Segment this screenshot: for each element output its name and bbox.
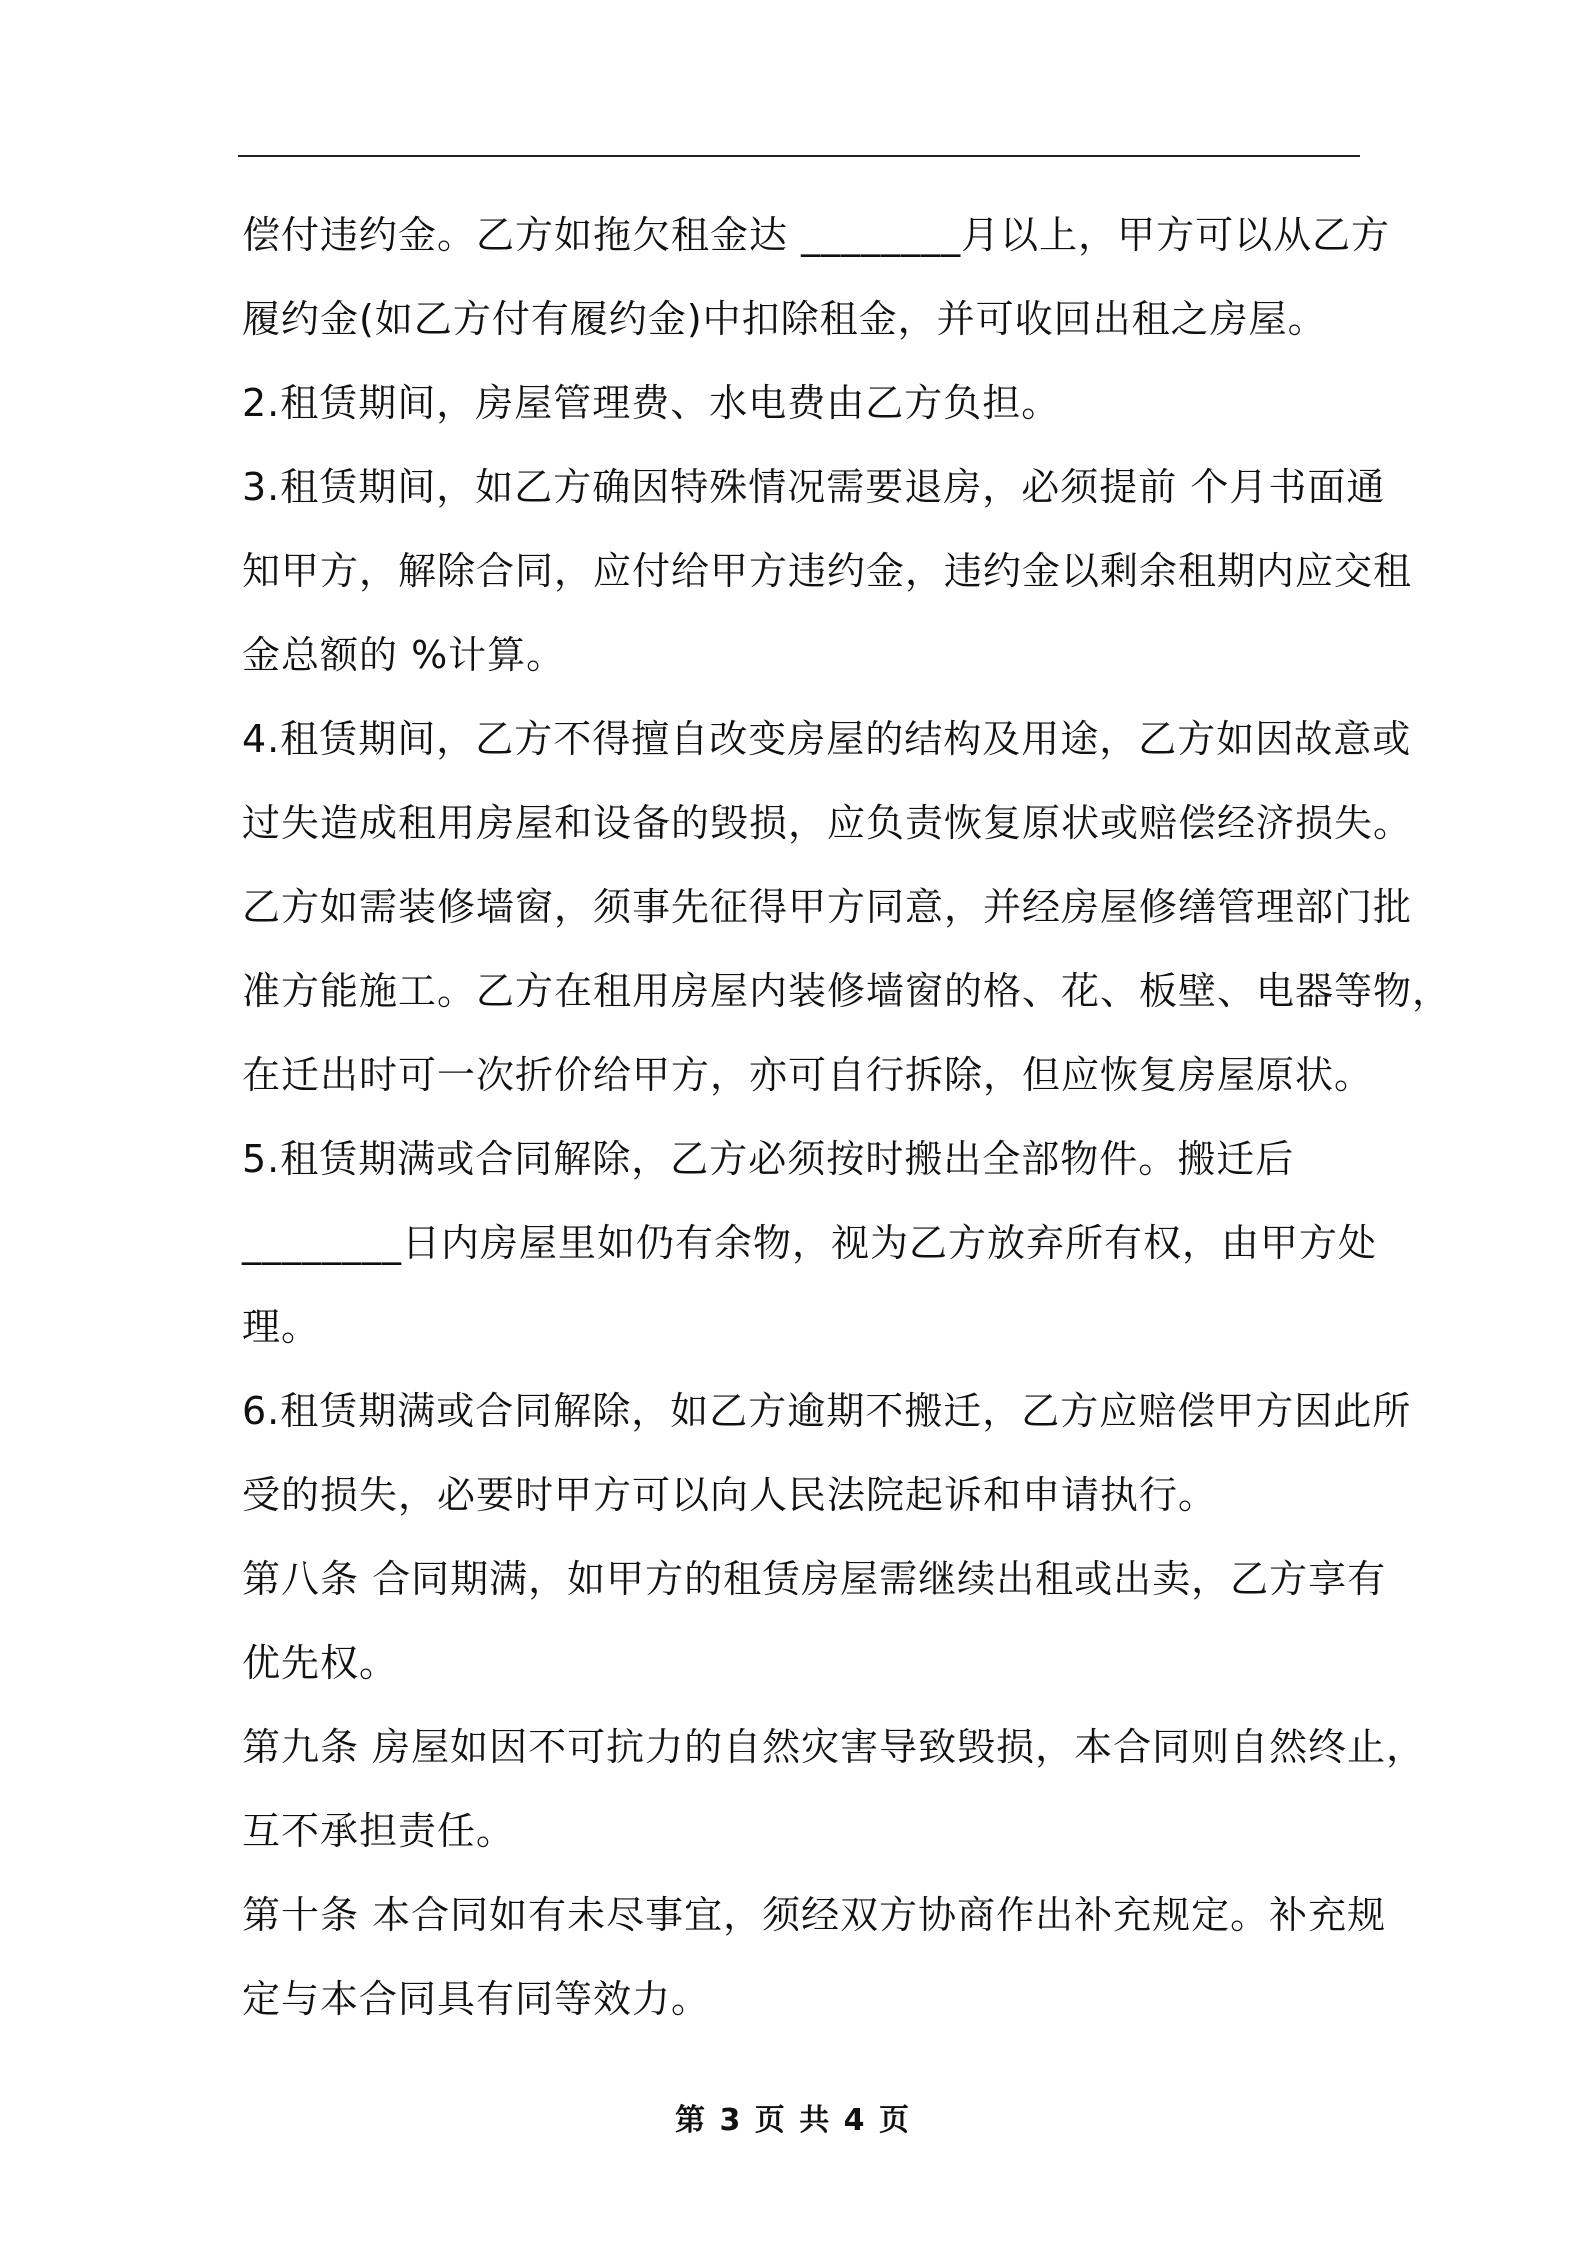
text-line: 2.租赁期间，房屋管理费、水电费由乙方负担。 <box>242 381 1061 425</box>
text-line: 4.租赁期间，乙方不得擅自改变房屋的结构及用途，乙方如因故意或 <box>242 717 1412 761</box>
text-line: 6.租赁期满或合同解除，如乙方逾期不搬迁，乙方应赔偿甲方因此所 <box>242 1389 1412 1433</box>
text-line: 第九条 房屋如因不可抗力的自然灾害导致毁损，本合同则自然终止， <box>242 1725 1426 1769</box>
text-line: 定与本合同具有同等效力。 <box>242 1977 711 2021</box>
text-line: ________日内房屋里如仍有余物，视为乙方放弃所有权，由甲方处 <box>242 1221 1378 1265</box>
text-line: 互不承担责任。 <box>242 1809 516 1853</box>
text-line: 第十条 本合同如有未尽事宜，须经双方协商作出补充规定。补充规 <box>242 1893 1387 1937</box>
text-line: 过失造成租用房屋和设备的毁损，应负责恢复原状或赔偿经济损失。 <box>242 801 1413 845</box>
text-line: 金总额的 %计算。 <box>242 633 566 677</box>
contract-body <box>242 193 1452 2041</box>
text-line: 偿付违约金。乙方如拖欠租金达 ________月以上，甲方可以从乙方 <box>242 213 1391 257</box>
text-line: 优先权。 <box>242 1641 399 1685</box>
text-line: 理。 <box>242 1305 321 1349</box>
text-line: 3.租赁期间，如乙方确因特殊情况需要退房，必须提前 个月书面通 <box>242 465 1386 509</box>
page-number-footer: 第 3 页 共 4 页 <box>675 2103 911 2138</box>
header-divider <box>238 155 1360 157</box>
text-line: 履约金(如乙方付有履约金)中扣除租金，并可收回出租之房屋。 <box>242 297 1327 341</box>
text-line: 在迁出时可一次折价给甲方，亦可自行拆除，但应恢复房屋原状。 <box>242 1053 1374 1097</box>
text-line: 受的损失，必要时甲方可以向人民法院起诉和申请执行。 <box>242 1473 1218 1517</box>
text-line: 5.租赁期满或合同解除，乙方必须按时搬出全部物件。搬迁后 <box>242 1137 1295 1181</box>
text-line: 乙方如需装修墙窗，须事先征得甲方同意，并经房屋修缮管理部门批 <box>242 885 1413 929</box>
text-line: 知甲方，解除合同，应付给甲方违约金，违约金以剩余租期内应交租 <box>242 549 1413 593</box>
text-line: 准方能施工。乙方在租用房屋内装修墙窗的格、花、板壁、电器等物， <box>242 969 1452 1013</box>
text-line: 第八条 合同期满，如甲方的租赁房屋需继续出租或出卖，乙方享有 <box>242 1557 1387 1601</box>
